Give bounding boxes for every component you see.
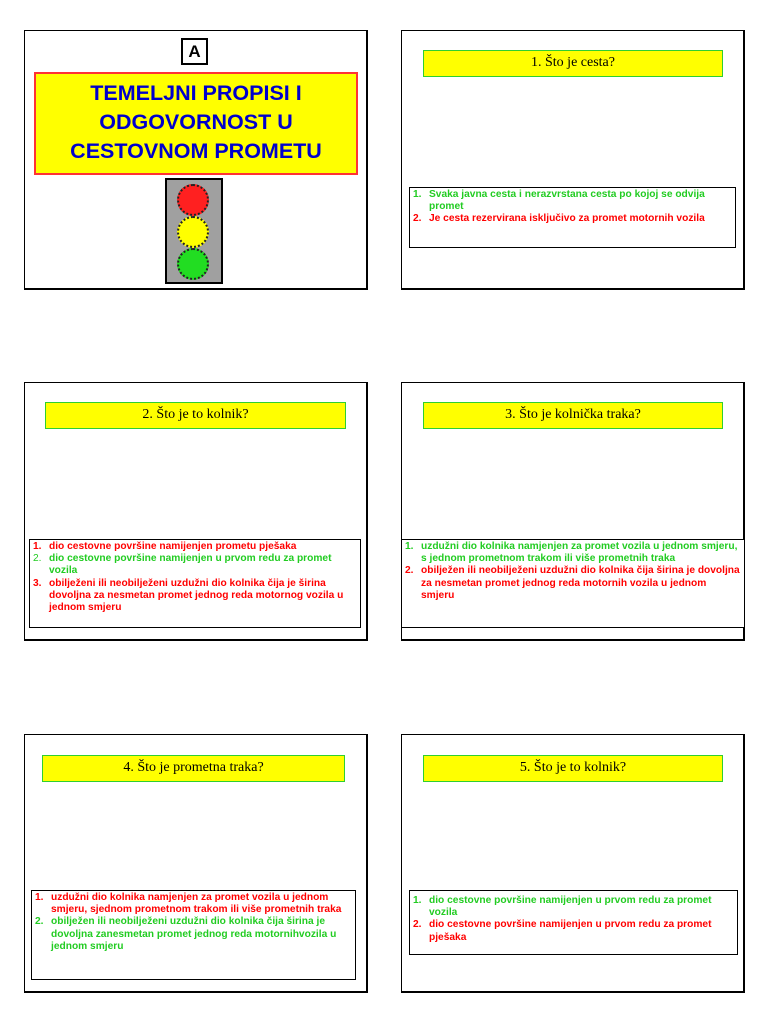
- question-slide-2: [24, 382, 368, 641]
- question-title: 4. Što je prometna traka?: [42, 755, 345, 782]
- question-title: 3. Što je kolnička traka?: [423, 402, 723, 429]
- answer-box: [409, 890, 738, 955]
- presentation-title: [34, 72, 358, 175]
- question-title: 5. Što je to kolnik?: [423, 755, 723, 782]
- answer-item: 2. obilježen ili neobilježeni uzdužni dio kolnika čija širina je dovoljna za nesmetan promet jednog reda motornih vozila u jednom smjeru: [405, 565, 740, 601]
- question-slide-3: [401, 382, 745, 641]
- red-light-icon: [177, 184, 209, 216]
- answer-item: 2. obilježen ili neobilježeni uzdužni dio kolnika čija širina je dovoljna zanesmetan promet jednog reda motornihvozila u jednom smjeru: [35, 916, 337, 952]
- traffic-light-icon: [165, 178, 223, 284]
- answer-item: 1. dio cestovne površine namijenjen u prvom redu za promet vozila: [413, 895, 712, 919]
- question-slide-4: [24, 734, 368, 993]
- title-slide: [24, 30, 368, 290]
- answer-box: [31, 890, 356, 980]
- question-title: 1. Što je cesta?: [423, 50, 723, 77]
- title-line: TEMELJNI PROPISI I: [90, 81, 302, 105]
- answer-item: 3. obilježeni ili neobilježeni uzdužni dio kolnika čija je širina dovoljna za nesmetan promet jednog reda motornog vozila u jednom smjeru: [33, 577, 344, 614]
- title-line: CESTOVNOM PROMETU: [70, 139, 322, 163]
- section-badge: A: [181, 38, 208, 65]
- answer-item: 1. dio cestovne površine namijenjen prometu pješaka: [33, 541, 297, 552]
- title-line: ODGOVORNOST U: [99, 110, 293, 134]
- answer-box: [29, 539, 361, 628]
- answer-item: 1. Svaka javna cesta i nerazvrstana cesta po kojoj se odvija promet: [413, 189, 705, 213]
- yellow-light-icon: [177, 216, 209, 248]
- answer-item: 2. dio cestovne površine namijenjen u prvom redu za promet vozila: [33, 553, 332, 577]
- green-light-icon: [177, 248, 209, 280]
- answer-item: 2. Je cesta rezervirana isključivo za promet motornih vozila: [413, 213, 705, 225]
- answer-item: 1. uzdužni dio kolnika namjenjen za promet vozila u jednom smjeru, sjednom prometnom trakom ili više prometnih traka: [35, 892, 342, 916]
- answer-item: 2. dio cestovne površine namijenjen u prvom redu za promet pješaka: [413, 919, 712, 943]
- answer-box: [409, 187, 736, 248]
- question-title: 2. Što je to kolnik?: [45, 402, 346, 429]
- answer-item: 1. uzdužni dio kolnika namjenjen za promet vozila u jednom smjeru, s jednom prometnom trakom ili više prometnih traka: [405, 541, 738, 565]
- question-slide-5: [401, 734, 745, 993]
- answer-box: [401, 539, 745, 628]
- question-slide-1: [401, 30, 745, 290]
